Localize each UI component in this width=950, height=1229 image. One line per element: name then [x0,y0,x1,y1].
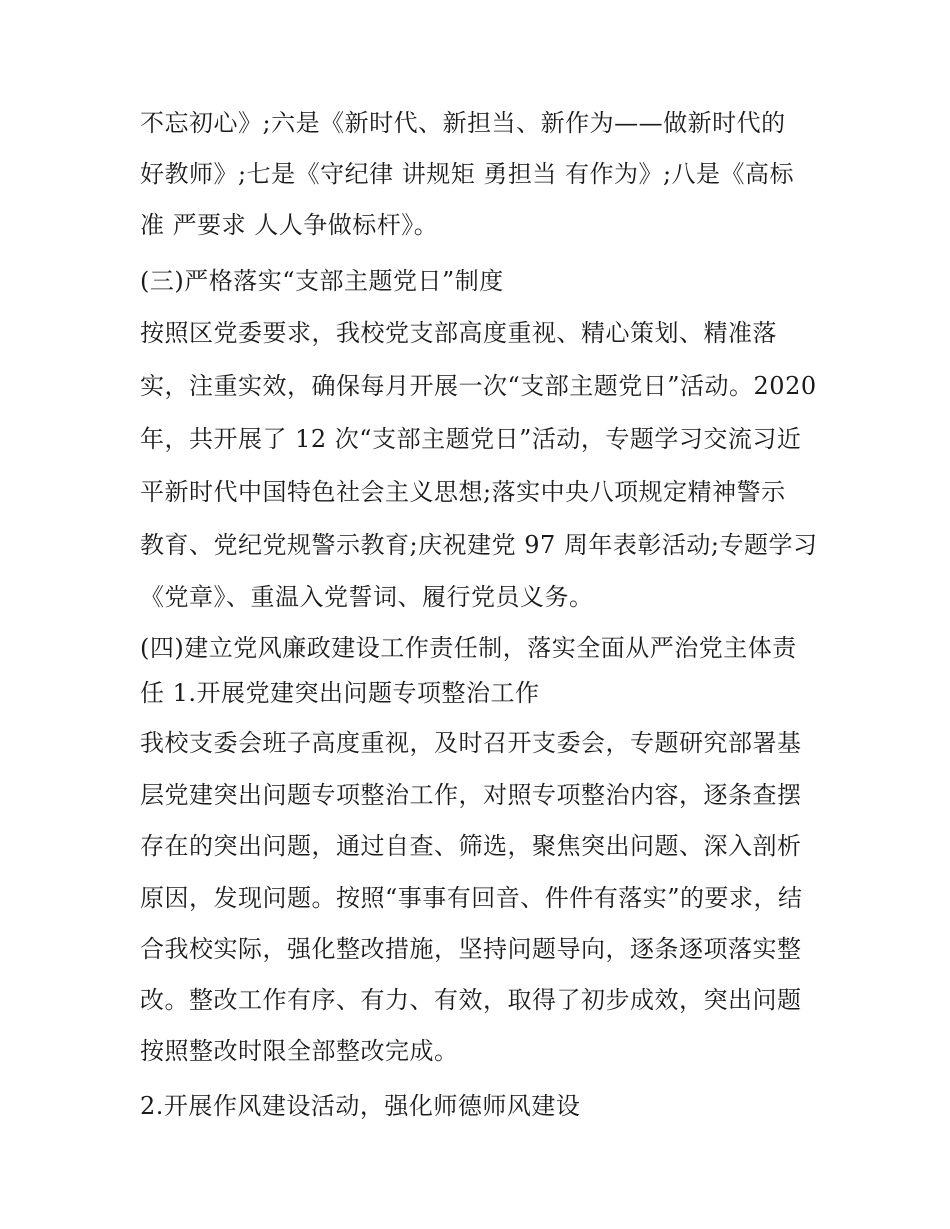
text-line: 我校支委会班子高度重视，及时召开支委会，专题研究部署基 [140,729,802,757]
text-line: 年，共开展了 12 次“支部主题党日”活动，专题学习交流习近 [140,425,802,453]
text-line: 按照整改时限全部整改完成。 [140,1037,459,1065]
text-line: 《党章》、重温入党誓词、履行党员义务。 [140,583,594,611]
text-line: 不忘初心》;六是《新时代、新担当、新作为——做新时代的 [140,109,786,137]
section-heading: 任 1.开展党建突出问题专项整治工作 [140,679,540,707]
section-heading: (四)建立党风廉政建设工作责任制，落实全面从严治党主体责 [140,634,797,662]
section-heading: 2.开展作风建设活动，强化师德师风建设 [140,1092,581,1120]
text-line: 原因，发现问题。按照“事事有回音、件件有落实”的要求，结 [140,884,803,912]
text-line: 教育、党纪党规警示教育;庆祝建党 97 周年表彰活动;专题学习 [140,531,818,559]
text-line: 层党建突出问题专项整治工作，对照专项整治内容，逐条查摆 [140,781,802,809]
text-line: 按照区党委要求，我校党支部高度重视、精心策划、精准落 [140,319,777,347]
text-line: 平新时代中国特色社会主义思想;落实中央八项规定精神警示 [140,478,786,506]
section-heading: (三)严格落实“支部主题党日”制度 [140,267,504,295]
text-line: 存在的突出问题，通过自查、筛选，聚焦突出问题、深入剖析 [140,832,802,860]
text-line: 好教师》;七是《守纪律 讲规矩 勇担当 有作为》;八是《高标 [140,160,795,188]
text-line: 实，注重实效，确保每月开展一次“支部主题党日”活动。2020 [140,372,817,400]
text-line: 改。整改工作有序、有力、有效，取得了初步成效，突出问题 [140,986,802,1014]
text-line: 合我校实际，强化整改措施，坚持问题导向，逐条逐项落实整 [140,935,802,963]
text-line: 准 严要求 人人争做标杆》。 [140,211,439,239]
